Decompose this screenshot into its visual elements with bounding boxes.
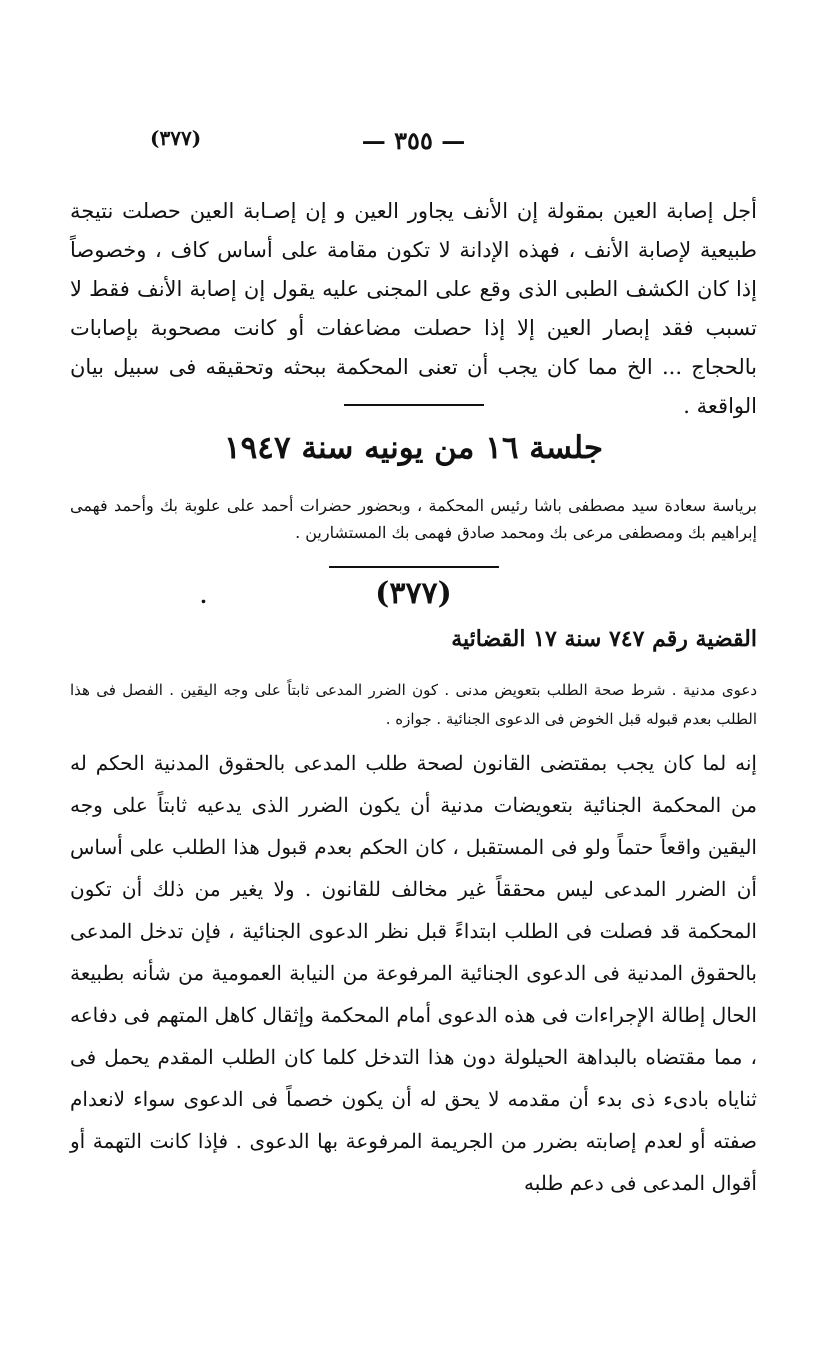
case-body: إنه لما كان يجب بمقتضى القانون لصحة طلب المدعى بالحقوق المدنية الحكم له من المحكمة الجنائية بتعويضات مدنية أن يكون الضرر الذى يدعيه ثابتاً على وجه اليقين واقعاً حتماً ولو فى المستقبل ، كان الحكم بعدم قبول هذا الطلب على أساس أن الضرر المدعى ليس محققاً غير مخالف للقانون . ولا يغير من ذلك أن تكون المحكمة قد فصلت فى الطلب ابتداءً قبل نظر الدعوى الجنائية ، فإن تدخل المدعى بالحقوق المدنية فى الدعوى الجنائية المرفوعة من النيابة العمومية من شأنه بطبيعة الحال إطالة الإجراءات فى هذه الدعوى أمام المحكمة وإثقال كاهل المتهم فى دفاعه ، مما مقتضاه بالبداهة الحيلولة دون هذا التدخل كلما كان الطلب المقدم يحمل فى ثناياه بادىء ذى بدء أن مقدمه لا يحق له أن يكون خصماً فى الدعوى سواء لانعدام صفته أو لعدم إصابته بضرر من الجريمة المرفوعة بها الدعوى . فإذا كانت التهمة أو أقوال المدعى فى دعم طلبه [70, 751, 757, 1195]
header-case-reference: (٣٧٧) [150, 126, 202, 150]
section-divider [344, 404, 484, 406]
intro-paragraph: أجل إصابة العين بمقولة إن الأنف يجاور العين و إن إصـابة العين حصلت نتيجة طبيعية لإصابة الأنف ، فهذه الإدانة لا تكون مقامة على أساس كاف ، وخصوصاً إذا كان الكشف الطبى الذى وقع على المجنى عليه يقول إن إصابة الأنف فقط لا تسبب فقد إبصار العين إلا إذا حصلت مضاعفات أو كانت مصحوبة بإصابات بالحجاج ... الخ مما كان يجب أن تعنى المحكمة ببحثه وتحقيقه فى سبيل بيان الواقعة . [70, 199, 757, 418]
case-number: (٣٧٧) [375, 576, 452, 611]
case-title: القضية رقم ٧٤٧ سنة ١٧ القضائية [451, 626, 757, 652]
page-number: — ٣٥٥ — [361, 126, 466, 155]
case-number-overline [329, 566, 499, 568]
session-presiding: برياسة سعادة سيد مصطفى باشا رئيس المحكمة ، وبحضور حضرات أحمد على علوبة بك وأحمد فهمى إبراهيم بك ومصطفى مرعى بك ومحمد صادق فهمى بك المستشارين . [70, 496, 757, 542]
margin-dot: . [200, 584, 207, 608]
page-header [150, 122, 677, 162]
case-summary: دعوى مدنية . شرط صحة الطلب بتعويض مدنى . كون الضرر المدعى ثابتاً على وجه اليقين . الفصل فى هذا الطلب بعدم قبوله قبل الخوض فى الدعوى الجنائية . جوازه . [70, 681, 757, 728]
session-title: جلسة ١٦ من يونيه سنة ١٩٤٧ [224, 430, 603, 466]
